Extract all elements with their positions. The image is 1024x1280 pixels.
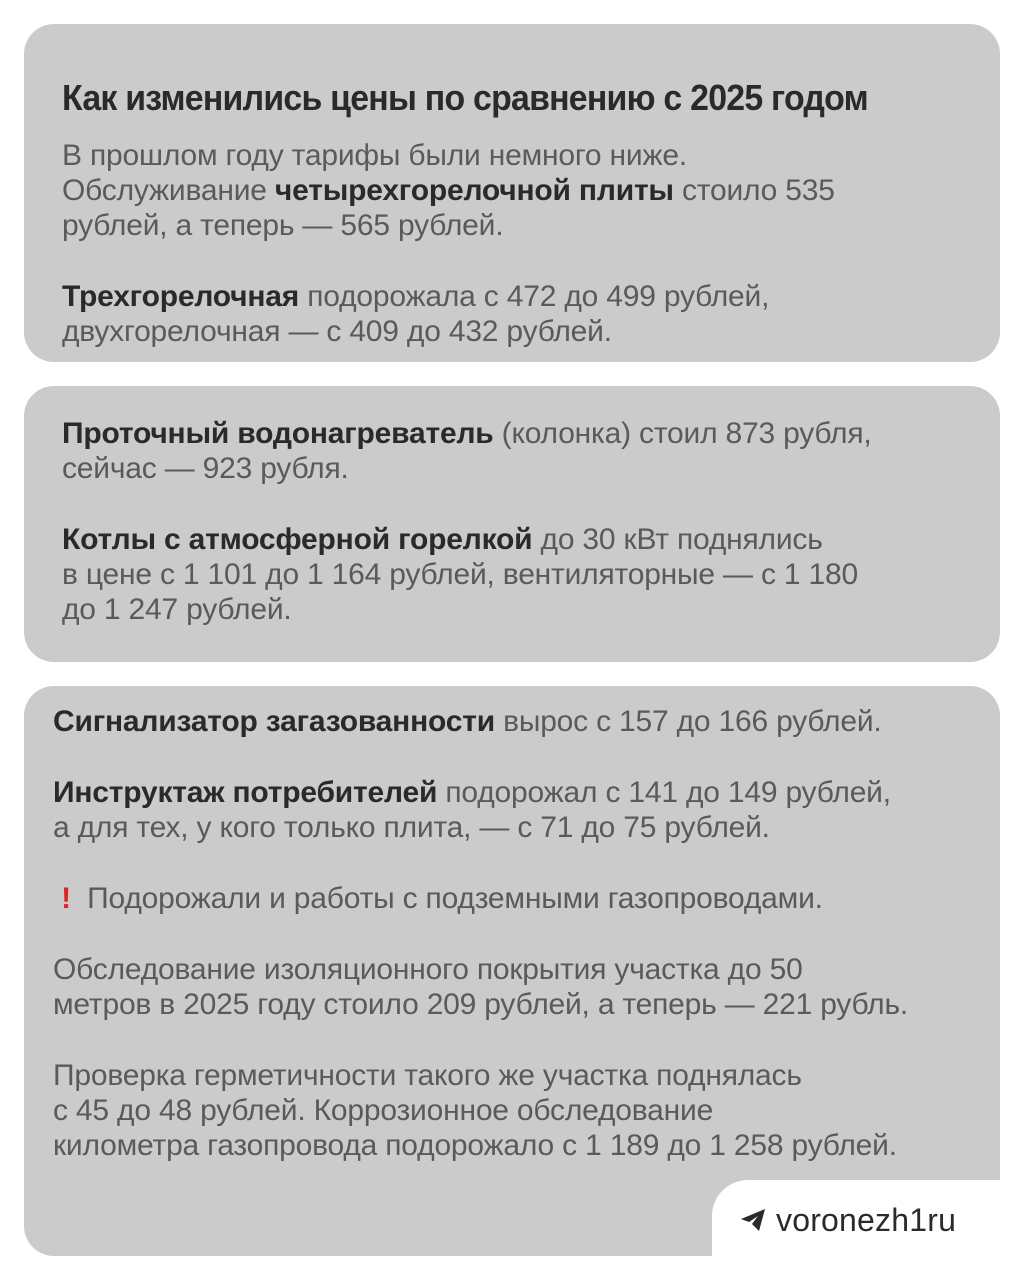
card-title: Как изменились цены по сравнению с 2025 годом xyxy=(62,77,868,118)
paragraph-insulation-survey: Обследование изоляционного покрытия участка до 50 метров в 2025 году стоило 209 рублей, а теперь — 221 рубль. xyxy=(53,953,909,1021)
exclamation-icon: ! xyxy=(61,882,71,915)
info-card-heaters xyxy=(24,386,1000,662)
paragraph-three-two-burner: Трехгорелочная подорожала с 472 до 499 рублей, двухгорелочная — с 409 до 432 рублей. xyxy=(62,280,770,348)
paragraph-underground-notice: ! Подорожали и работы с подземными газопроводами. xyxy=(53,881,970,916)
telegram-icon xyxy=(740,1208,766,1232)
paragraph-instruction: Инструктаж потребителей подорожал с 141 до 149 рублей, а для тех, у кого только плита, — с 71 до 75 рублей. xyxy=(53,776,891,844)
info-card-stoves xyxy=(24,24,1000,362)
info-card-other-services xyxy=(24,686,1000,1256)
paragraph-boilers: Котлы с атмосферной горелкой до 30 кВт поднялись в цене с 1 101 до 1 164 рублей, вентиляторные — с 1 180 до 1 247 рублей. xyxy=(62,523,858,626)
paragraph-tightness-check: Проверка герметичности такого же участка поднялась с 45 до 48 рублей. Коррозионное обследование километра газопровода подорожало с 1 189 до 1 258 рублей. xyxy=(53,1059,897,1162)
paragraph-water-heater: Проточный водонагреватель (колонка) стоил 873 рубля, сейчас — 923 рубля. xyxy=(62,417,872,485)
source-badge[interactable] xyxy=(712,1180,1024,1280)
channel-name[interactable]: voronezh1ru xyxy=(776,1201,957,1238)
paragraph-gas-detector: Сигнализатор загазованности вырос с 157 до 166 рублей. xyxy=(53,705,882,738)
paragraph-four-burner: В прошлом году тарифы были немного ниже. Обслуживание четырехгорелочной плиты стоило 535 рублей, а теперь — 565 рублей. xyxy=(62,139,835,242)
